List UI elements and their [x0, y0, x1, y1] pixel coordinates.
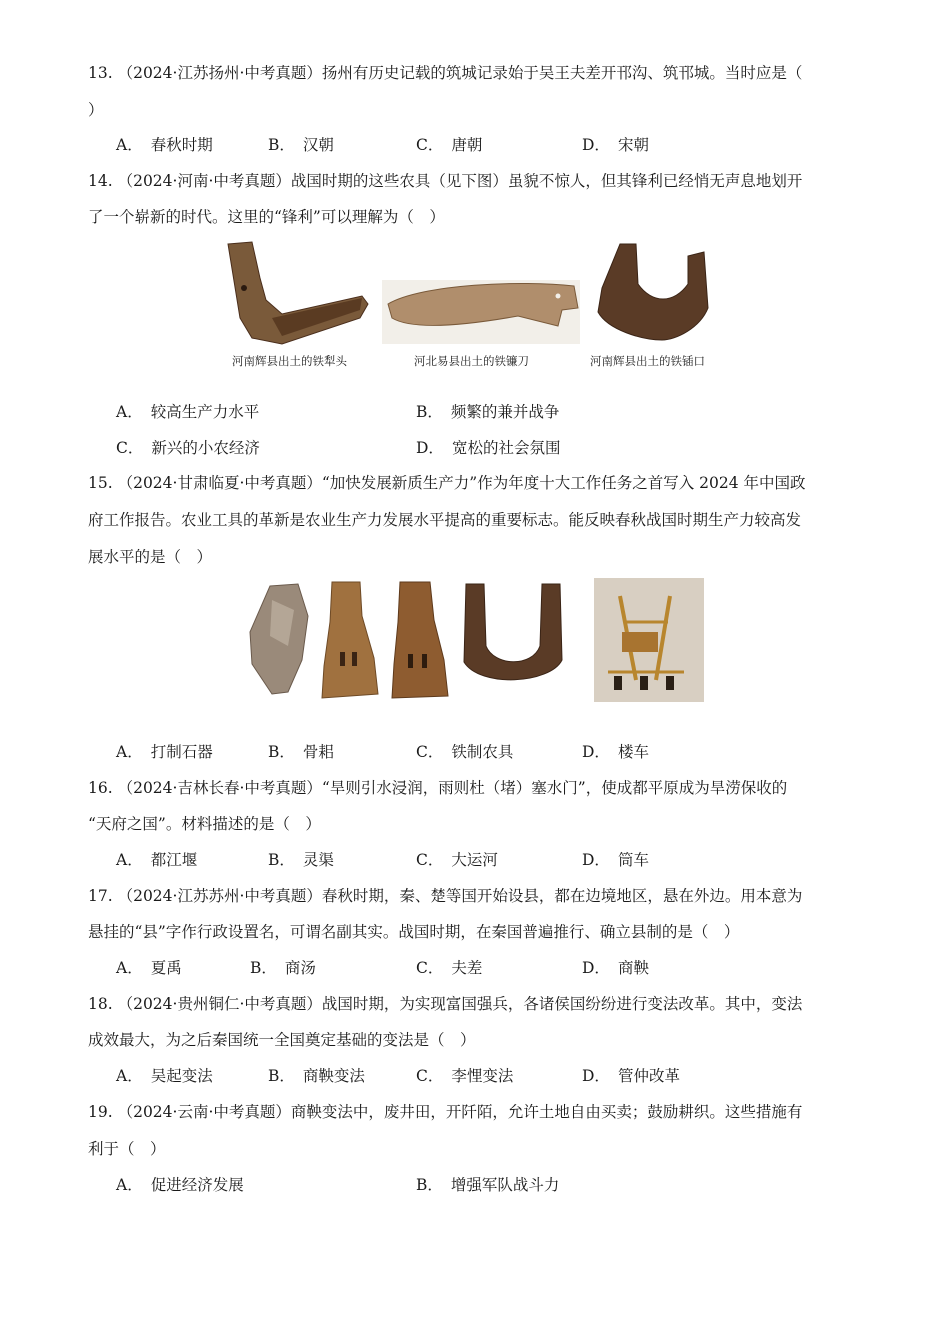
- q15-option-a[interactable]: A． 打制石器: [116, 743, 213, 761]
- q19-option-b[interactable]: B． 增强军队战斗力: [416, 1176, 560, 1194]
- q19-line-2: 利于（ ）: [88, 1140, 166, 1158]
- iron-sickle-image: [382, 280, 580, 344]
- q16-line-2: “天府之国”。材料描述的是（ ）: [88, 815, 321, 833]
- q16-line-1: 16. （2024·吉林长春·中考真题）“旱则引水浸润，雨则杜（堵）塞水门”，使成都平原成为旱涝保收的: [88, 779, 788, 797]
- caption-plough-head: 河南辉县出土的铁犁头: [232, 354, 347, 368]
- q15-line-3: 展水平的是（ ）: [88, 548, 213, 566]
- q18-option-d[interactable]: D． 管仲改革: [582, 1067, 680, 1085]
- q18-option-c[interactable]: C． 李悝变法: [416, 1067, 514, 1085]
- q17-option-b[interactable]: B． 商汤: [250, 959, 316, 977]
- q18-option-b[interactable]: B． 商鞅变法: [268, 1067, 365, 1085]
- q13-line-2: ）: [88, 101, 104, 119]
- iron-tool-image: [464, 584, 562, 680]
- iron-plough-head-image: [228, 242, 368, 344]
- caption-spade-edge: 河南辉县出土的铁锸口: [590, 354, 705, 368]
- caption-sickle: 河北易县出土的铁镰刀: [414, 354, 529, 368]
- q14-option-d[interactable]: D． 宽松的社会氛围: [416, 439, 561, 457]
- q15-tools-figure: [244, 576, 708, 706]
- q15-option-b[interactable]: B． 骨耜: [268, 743, 334, 761]
- bone-spade-image-1: [322, 582, 378, 698]
- q17-option-a[interactable]: A． 夏禹: [116, 959, 182, 977]
- q15-option-d[interactable]: D． 楼车: [582, 743, 649, 761]
- iron-spade-edge-image: [598, 244, 708, 340]
- q16-option-d[interactable]: D． 筒车: [582, 851, 649, 869]
- q13-line-1: 13. （2024·江苏扬州·中考真题）扬州有历史记载的筑城记录始于吴王夫差开邗沟、筑邗城。当时应是（: [88, 64, 803, 82]
- tower-cart-image: [594, 578, 704, 702]
- q17-option-d[interactable]: D． 商鞅: [582, 959, 649, 977]
- q15-option-c[interactable]: C． 铁制农具: [416, 743, 514, 761]
- q13-option-d[interactable]: D． 宋朝: [582, 136, 649, 154]
- q14-option-b[interactable]: B． 频繁的兼并战争: [416, 403, 560, 421]
- q17-line-2: 悬挂的“县”字作行政设置名，可谓名副其实。战国时期，在秦国普遍推行、确立县制的是（ ）: [88, 923, 740, 941]
- q18-line-1: 18. （2024·贵州铜仁·中考真题）战国时期，为实现富国强兵，各诸侯国纷纷进行变法改革。其中，变法: [88, 995, 803, 1013]
- q13-option-a[interactable]: A． 春秋时期: [116, 136, 213, 154]
- q16-option-c[interactable]: C． 大运河: [416, 851, 498, 869]
- q19-line-1: 19. （2024·云南·中考真题）商鞅变法中，废井田，开阡陌，允许土地自由买卖；鼓励耕织。这些措施有: [88, 1103, 803, 1121]
- bone-spade-image-2: [392, 582, 448, 698]
- q16-option-b[interactable]: B． 灵渠: [268, 851, 334, 869]
- q14-line-1: 14. （2024·河南·中考真题）战国时期的这些农具（见下图）虽貌不惊人，但其锋利已经悄无声息地划开: [88, 172, 803, 190]
- q18-line-2: 成效最大，为之后秦国统一全国奠定基础的变法是（ ）: [88, 1031, 476, 1049]
- q18-option-a[interactable]: A． 吴起变法: [116, 1067, 213, 1085]
- q16-option-a[interactable]: A． 都江堰: [116, 851, 198, 869]
- q19-option-a[interactable]: A． 促进经济发展: [116, 1176, 244, 1194]
- q17-line-1: 17. （2024·江苏苏州·中考真题）春秋时期，秦、楚等国开始设县，都在边境地区，悬在外边。用本意为: [88, 887, 803, 905]
- q14-option-c[interactable]: C． 新兴的小农经济: [116, 439, 260, 457]
- q17-option-c[interactable]: C． 夫差: [416, 959, 483, 977]
- q13-option-b[interactable]: B． 汉朝: [268, 136, 334, 154]
- chipped-stone-tool-image: [250, 584, 308, 694]
- q14-line-2: 了一个崭新的时代。这里的“锋利”可以理解为（ ）: [88, 208, 445, 226]
- q13-option-c[interactable]: C． 唐朝: [416, 136, 483, 154]
- q15-line-2: 府工作报告。农业工具的革新是农业生产力发展水平提高的重要标志。能反映春秋战国时期生产力较高发: [88, 511, 802, 529]
- q14-option-a[interactable]: A． 较高生产力水平: [116, 403, 260, 421]
- q15-line-1: 15. （2024·甘肃临夏·中考真题）“加快发展新质生产力”作为年度十大工作任务之首写入 2024 年中国政: [88, 474, 806, 492]
